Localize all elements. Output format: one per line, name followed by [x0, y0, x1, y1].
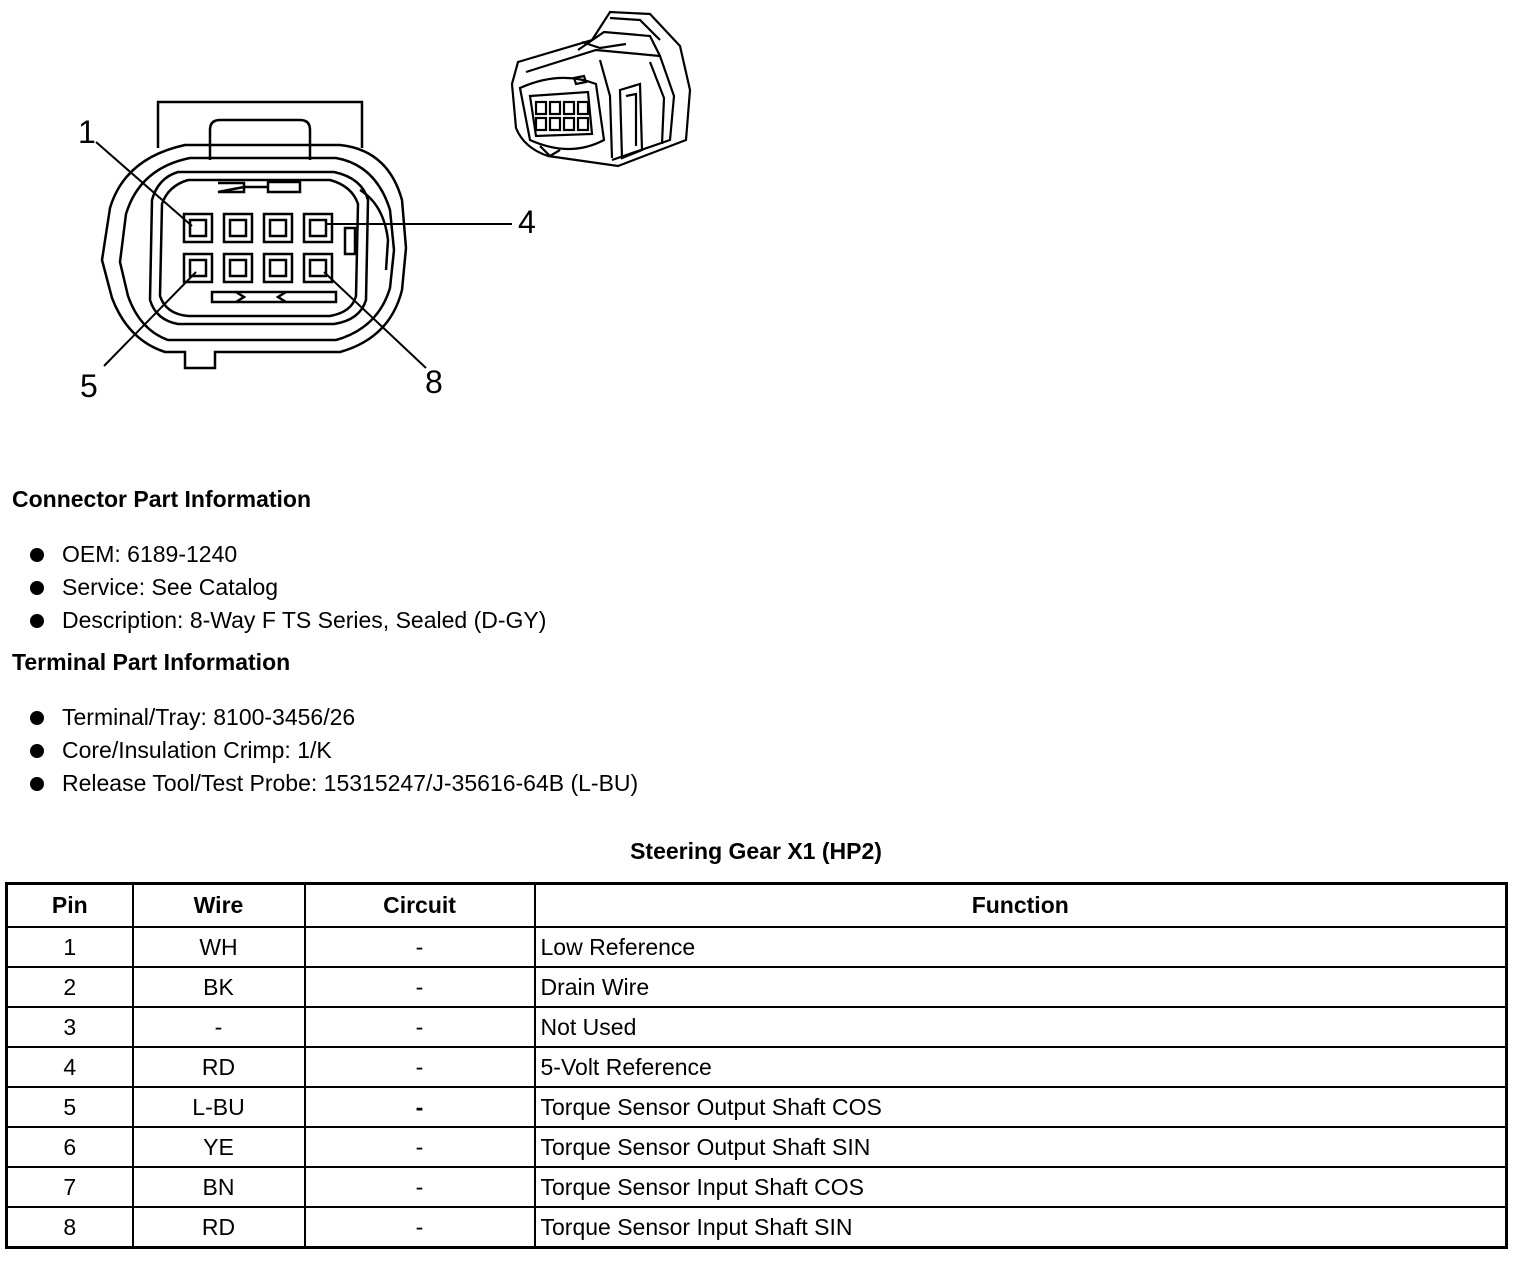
table-row	[7, 1127, 1507, 1167]
list-item: OEM: 6189-1240	[30, 538, 546, 571]
header-pin: Pin	[7, 884, 133, 928]
header-wire: Wire	[133, 884, 305, 928]
table-row	[7, 1207, 1507, 1248]
bullet-icon	[30, 711, 44, 725]
cell-wire: YE	[133, 1127, 305, 1167]
bullet-icon	[30, 744, 44, 758]
connector-info-heading: Connector Part Information	[12, 486, 312, 512]
table-row	[7, 1167, 1507, 1207]
cell-pin: 2	[7, 967, 133, 1007]
pinout-table	[5, 882, 1508, 1249]
list-item: Release Tool/Test Probe: 15315247/J-35616-64B (L-BU)	[30, 767, 638, 800]
cell-wire: -	[133, 1007, 305, 1047]
connector-diagram	[0, 0, 760, 420]
cell-function: Torque Sensor Input Shaft COS	[535, 1167, 1507, 1207]
cell-pin: 6	[7, 1127, 133, 1167]
table-row	[7, 1087, 1507, 1127]
pin-callout-8: 8	[425, 364, 443, 400]
cell-circuit: -	[305, 1207, 535, 1248]
cell-wire: BN	[133, 1167, 305, 1207]
table-row	[7, 1007, 1507, 1047]
pin-callout-5: 5	[80, 368, 98, 404]
cell-pin: 1	[7, 927, 133, 967]
cell-pin: 3	[7, 1007, 133, 1047]
cell-wire: WH	[133, 927, 305, 967]
table-row	[7, 967, 1507, 1007]
table-row	[7, 1047, 1507, 1087]
connector-face-drawing	[0, 0, 760, 420]
bullet-icon	[30, 581, 44, 595]
header-circuit: Circuit	[305, 884, 535, 928]
cell-pin: 5	[7, 1087, 133, 1127]
cell-pin: 4	[7, 1047, 133, 1087]
cell-function: 5-Volt Reference	[535, 1047, 1507, 1087]
cell-function: Low Reference	[535, 927, 1507, 967]
pin-callout-1: 1	[78, 114, 96, 150]
cell-circuit: -	[305, 1127, 535, 1167]
cell-wire: RD	[133, 1207, 305, 1248]
pin-callout-4: 4	[518, 204, 536, 240]
bullet-icon	[30, 614, 44, 628]
bullet-icon	[30, 548, 44, 562]
cell-wire: RD	[133, 1047, 305, 1087]
terminal-info-heading: Terminal Part Information	[12, 649, 291, 675]
cell-circuit: -	[305, 1087, 535, 1127]
cell-function: Torque Sensor Output Shaft SIN	[535, 1127, 1507, 1167]
cell-pin: 8	[7, 1207, 133, 1248]
cell-function: Torque Sensor Output Shaft COS	[535, 1087, 1507, 1127]
cell-circuit: -	[305, 927, 535, 967]
cell-circuit: -	[305, 1007, 535, 1047]
cell-circuit: -	[305, 967, 535, 1007]
cell-function: Drain Wire	[535, 967, 1507, 1007]
cell-wire: L-BU	[133, 1087, 305, 1127]
terminal-info-list	[30, 701, 638, 800]
cell-function: Torque Sensor Input Shaft SIN	[535, 1207, 1507, 1248]
cell-circuit: -	[305, 1167, 535, 1207]
cell-pin: 7	[7, 1167, 133, 1207]
list-item: Description: 8-Way F TS Series, Sealed (D-GY)	[30, 604, 546, 637]
list-item: Core/Insulation Crimp: 1/K	[30, 734, 638, 767]
connector-info-list	[30, 538, 546, 637]
list-item: Terminal/Tray: 8100-3456/26	[30, 701, 638, 734]
list-item: Service: See Catalog	[30, 571, 546, 604]
cell-circuit: -	[305, 1047, 535, 1087]
cell-function: Not Used	[535, 1007, 1507, 1047]
table-row	[7, 927, 1507, 967]
bullet-icon	[30, 777, 44, 791]
cell-wire: BK	[133, 967, 305, 1007]
table-header-row	[7, 884, 1507, 928]
pinout-table-title: Steering Gear X1 (HP2)	[630, 838, 882, 864]
header-function: Function	[535, 884, 1507, 928]
